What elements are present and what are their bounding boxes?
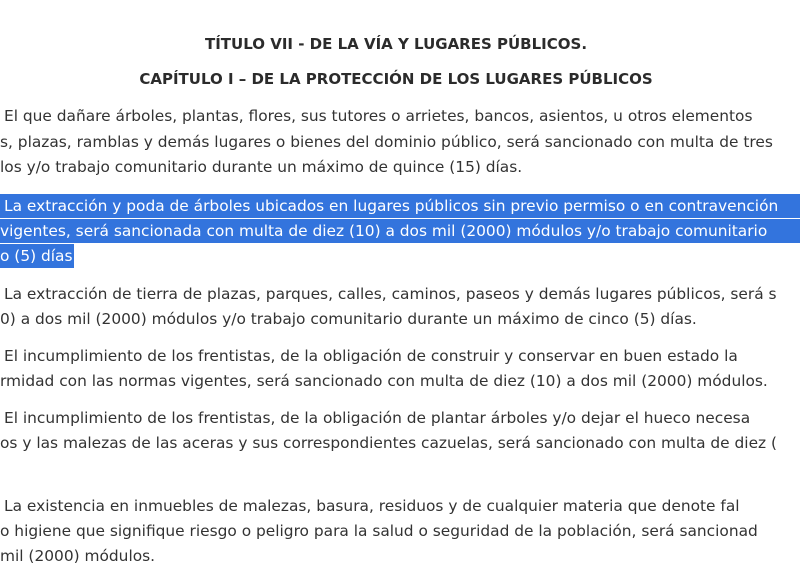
- paragraph-6-line-1: La existencia en inmuebles de malezas, basura, residuos y de cualquier materia que denote fal: [4, 497, 740, 515]
- paragraph-1-line-1: El que dañare árboles, plantas, flores, sus tutores o arrietes, bancos, asientos, u otros elementos: [4, 107, 753, 125]
- paragraph-2-line-2: vigentes, será sancionada con multa de diez (10) a dos mil (2000) módulos y/o trabajo comunitario: [0, 222, 768, 240]
- paragraph-5-line-2: os y las malezas de las aceras y sus correspondientes cazuelas, será sancionado con multa de diez (: [0, 434, 778, 452]
- paragraph-1-line-2: s, plazas, ramblas y demás lugares o bienes del dominio público, será sancionado con multa de tres: [0, 133, 773, 151]
- chapter-heading: CAPÍTULO I – DE LA PROTECCIÓN DE LOS LUGARES PÚBLICOS: [139, 70, 653, 88]
- paragraph-2-line-1: La extracción y poda de árboles ubicados en lugares públicos sin previo permiso o en contravención: [4, 197, 779, 215]
- document-title: TÍTULO VII - DE LA VÍA Y LUGARES PÚBLICOS.: [204, 35, 588, 53]
- paragraph-6-line-3: mil (2000) módulos.: [0, 547, 156, 565]
- paragraph-3-line-1: La extracción de tierra de plazas, parques, calles, caminos, paseos y demás lugares públicos, será s: [4, 285, 777, 303]
- paragraph-4-line-2: rmidad con las normas vigentes, será sancionado con multa de diez (10) a dos mil (2000) módulos.: [0, 372, 768, 390]
- paragraph-5-line-1: El incumplimiento de los frentistas, de la obligación de plantar árboles y/o dejar el hueco necesa: [4, 409, 751, 427]
- paragraph-4-line-1: El incumplimiento de los frentistas, de la obligación de construir y conservar en buen estado la: [4, 347, 738, 365]
- paragraph-6-line-2: o higiene que signifique riesgo o peligro para la salud o seguridad de la población, será sancionad: [0, 522, 758, 540]
- paragraph-2-line-3: o (5) días.: [0, 247, 78, 265]
- paragraph-1-line-3: los y/o trabajo comunitario durante un máximo de quince (15) días.: [0, 158, 523, 176]
- paragraph-3-line-2: 0) a dos mil (2000) módulos y/o trabajo comunitario durante un máximo de cinco (5) días.: [0, 310, 697, 328]
